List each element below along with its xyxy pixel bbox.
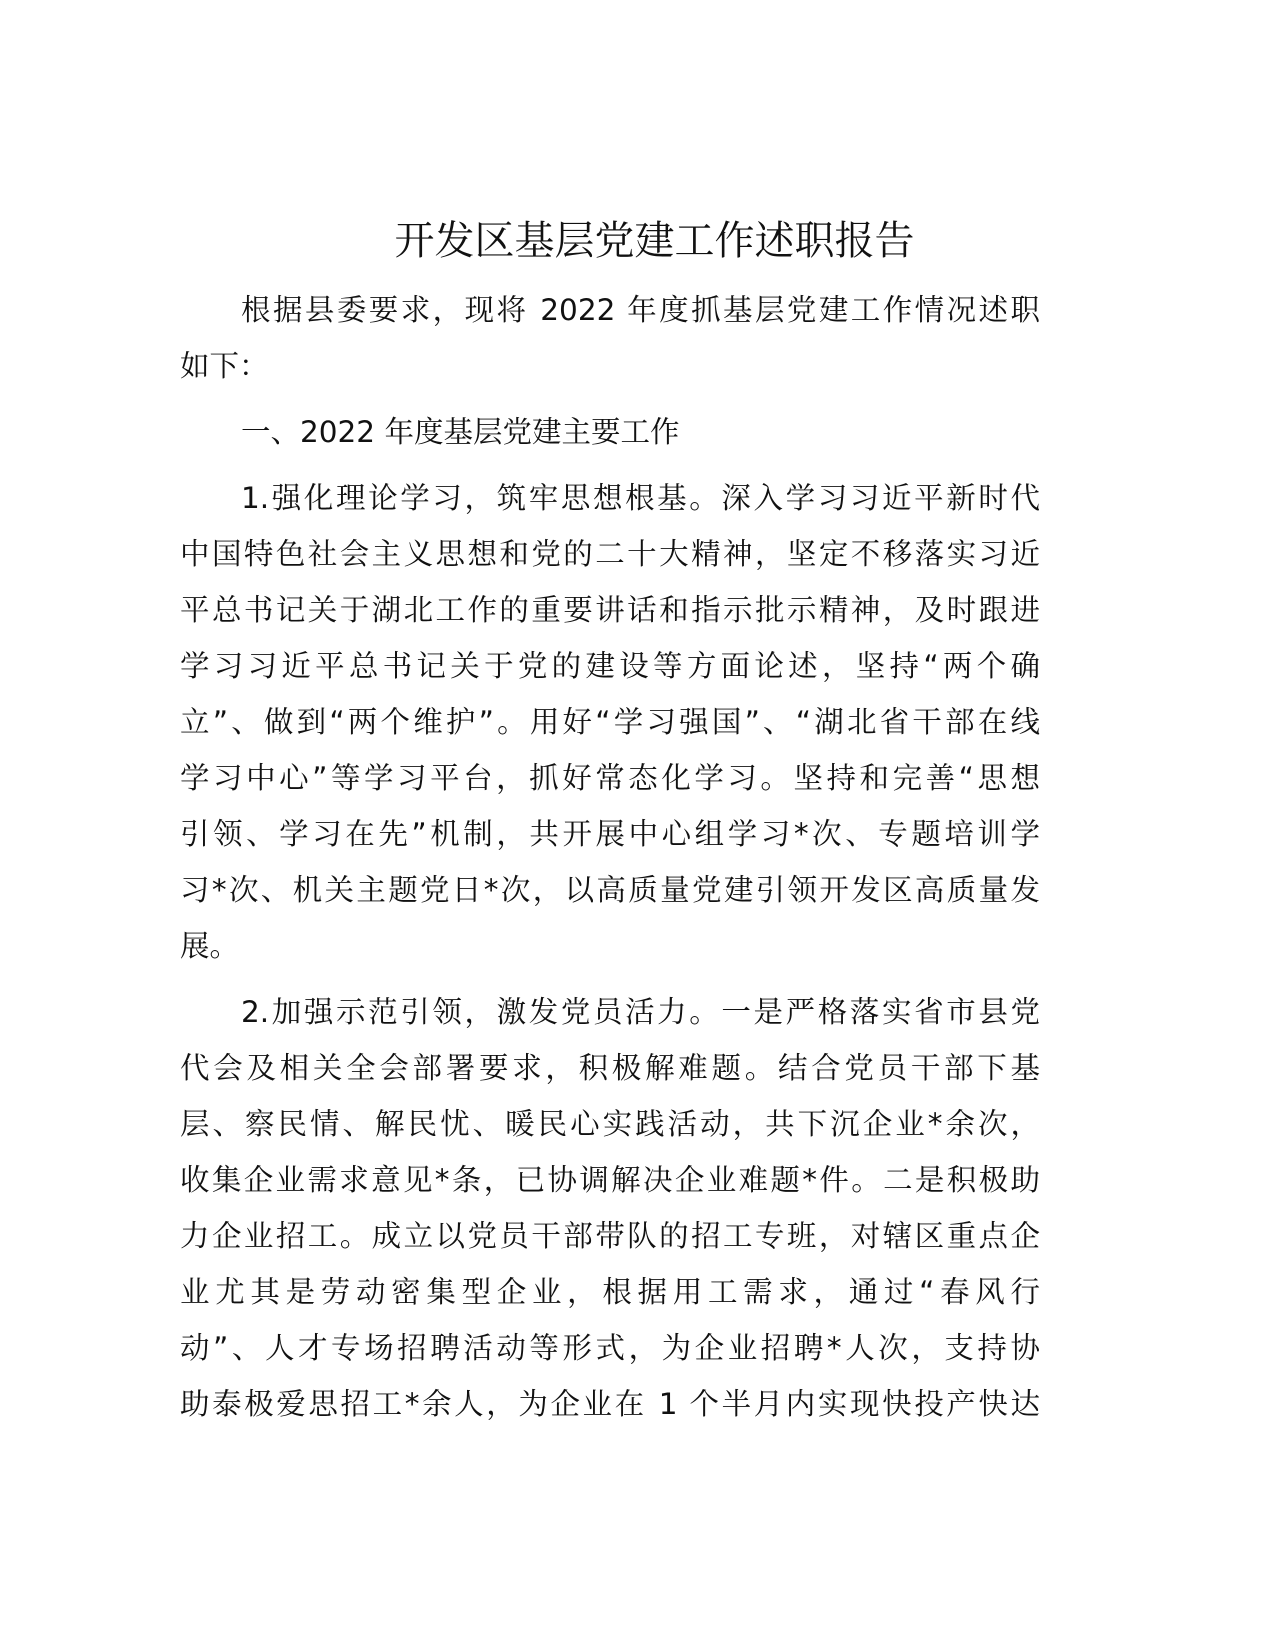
text-line: 动”、人才专场招聘活动等形式，为企业招聘*人次，支持协: [180, 1331, 1040, 1365]
text-line: 力企业招工。成立以党员干部带队的招工专班，对辖区重点企: [180, 1219, 1040, 1253]
text-line: 立”、做到“两个维护”。用好“学习强国”、“湖北省干部在线: [180, 705, 1040, 739]
text-line: 学习习近平总书记关于党的建设等方面论述，坚持“两个确: [180, 649, 1040, 683]
section-heading-text: 一、2022 年度基层党建主要工作: [241, 415, 680, 449]
text-line: 助泰极爱思招工*余人，为企业在 1 个半月内实现快投产快达: [180, 1387, 1040, 1421]
text-line: 习*次、机关主题党日*次，以高质量党建引领开发区高质量发: [180, 873, 1040, 907]
document-title: 开发区基层党建工作述职报告: [394, 218, 915, 264]
text-line: 代会及相关全会部署要求，积极解难题。结合党员干部下基: [180, 1051, 1040, 1085]
text-line: 中国特色社会主义思想和党的二十大精神，坚定不移落实习近: [180, 537, 1040, 571]
text-line: 根据县委要求，现将 2022 年度抓基层党建工作情况述职: [241, 293, 1040, 327]
text-line: 层、察民情、解民忧、暖民心实践活动，共下沉企业*余次，: [180, 1107, 1040, 1141]
text-line: 引领、学习在先”机制，共开展中心组学习*次、专题培训学: [180, 817, 1040, 851]
text-line: 平总书记关于湖北工作的重要讲话和指示批示精神，及时跟进: [180, 593, 1040, 627]
text-line: 收集企业需求意见*条，已协调解决企业难题*件。二是积极助: [180, 1163, 1040, 1197]
text-line: 业尤其是劳动密集型企业，根据用工需求，通过“春风行: [180, 1275, 1040, 1309]
text-line: 1.强化理论学习，筑牢思想根基。深入学习习近平新时代: [241, 481, 1040, 515]
text-line: 学习中心”等学习平台，抓好常态化学习。坚持和完善“思想: [180, 761, 1040, 795]
text-line: 如下：: [180, 349, 269, 383]
text-line: 2.加强示范引领，激发党员活力。一是严格落实省市县党: [241, 995, 1040, 1029]
text-line: 展。: [180, 929, 240, 963]
